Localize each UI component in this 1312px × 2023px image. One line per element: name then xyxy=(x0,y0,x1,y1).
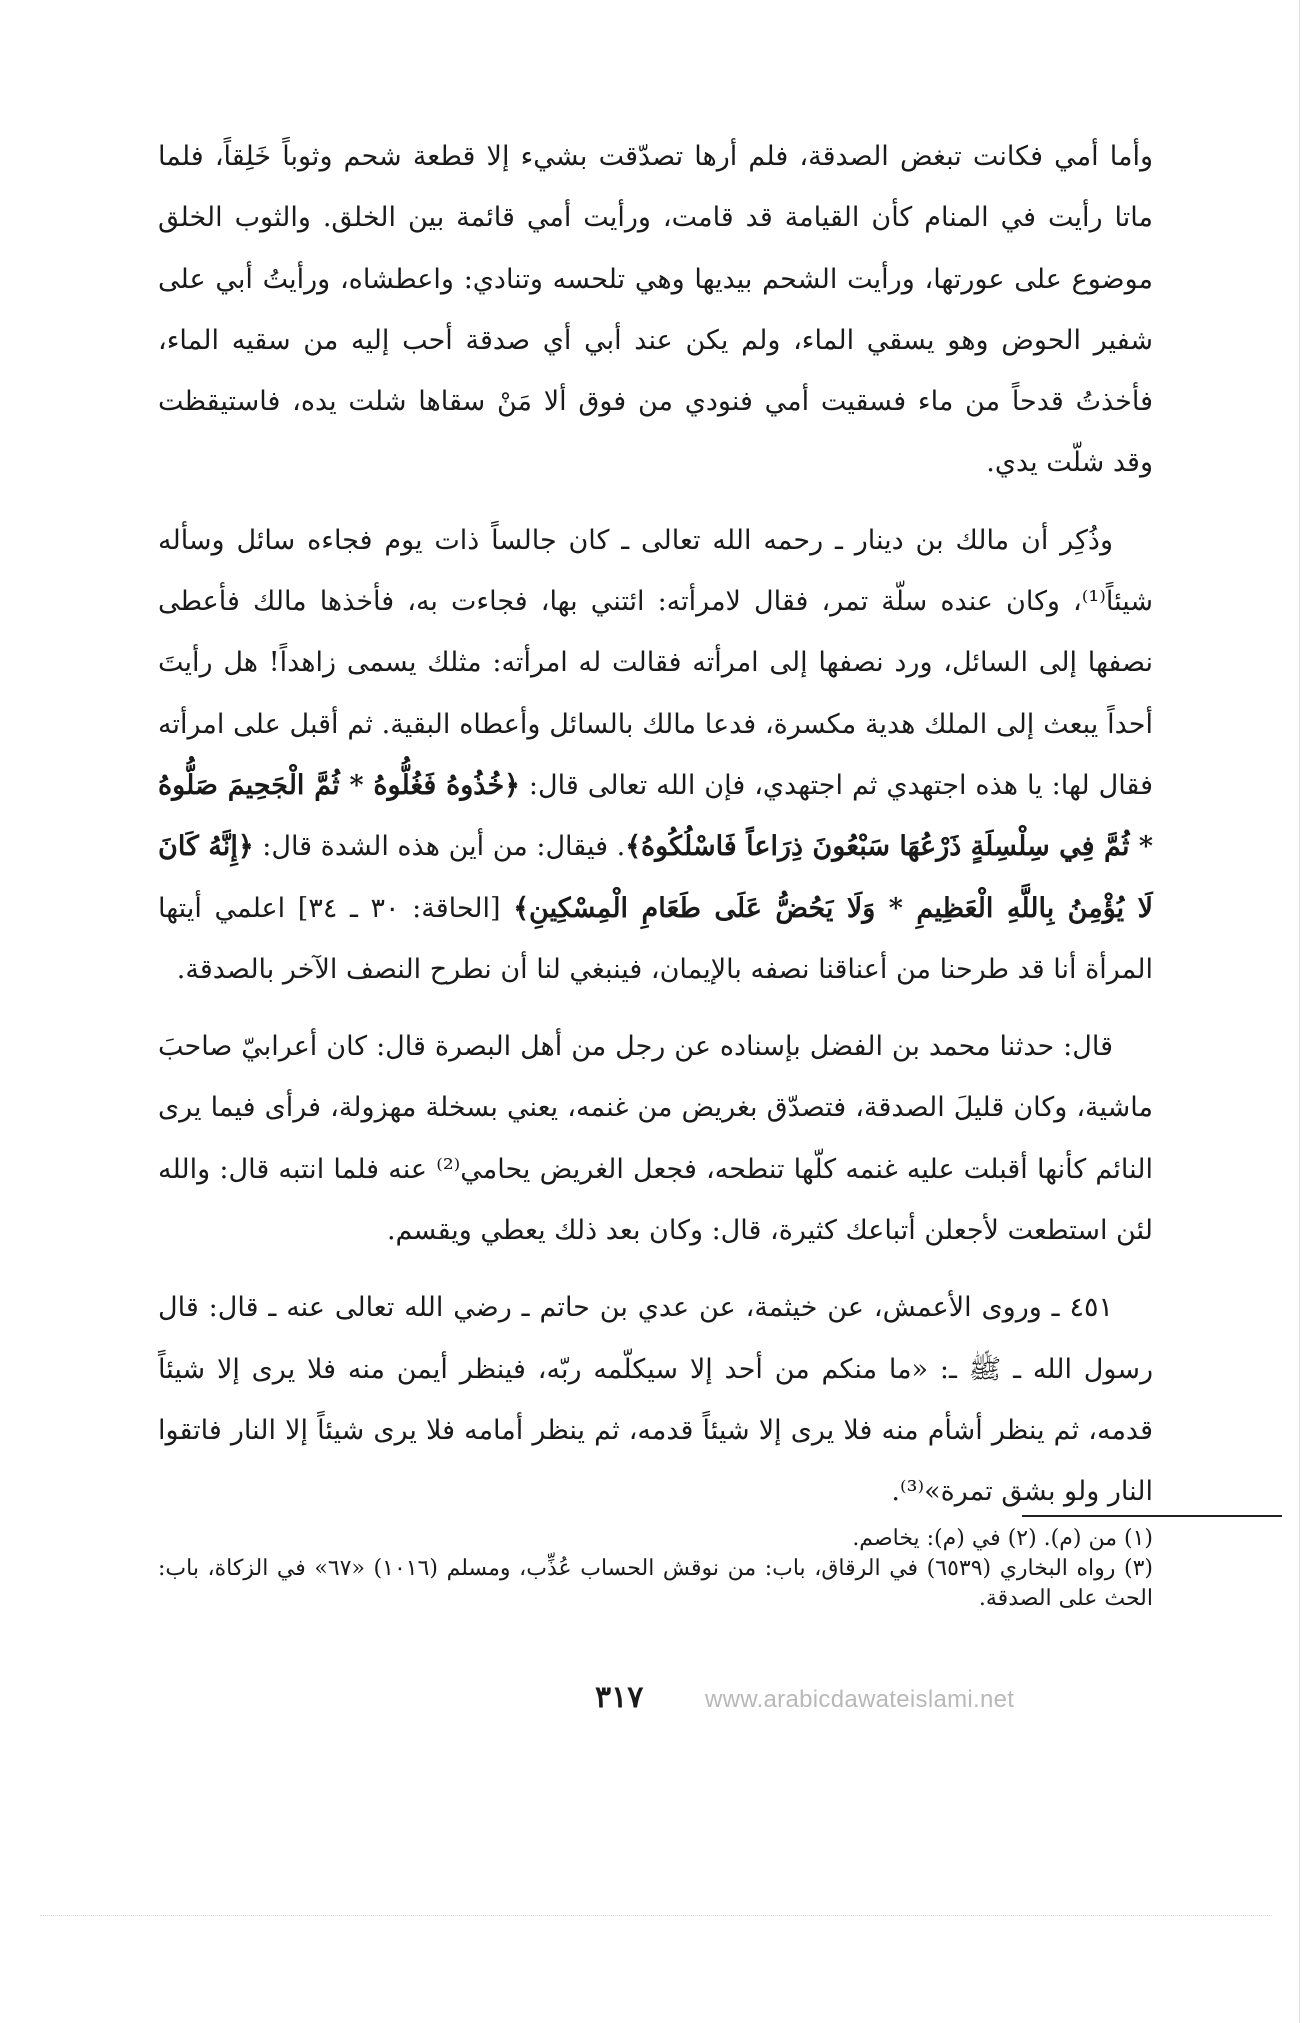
paragraph-2-text-middle: . فيقال: من أين هذه الشدة قال: xyxy=(253,831,626,863)
footnote-list xyxy=(158,1524,1153,1614)
quran-verse-2: ﴿إِنَّهُ كَانَ لَا يُؤْمِنُ بِاللَّهِ الْعَظِيمِ * وَلَا يَحُضُّ عَلَى طَعَامِ الْمِسْكِينِ﴾ xyxy=(158,831,1154,924)
footnote-separator xyxy=(1022,1515,1282,1517)
page-number: ٣١٧ xyxy=(595,1680,644,1715)
page-footer xyxy=(0,1680,1312,1720)
quran-verse-1: ﴿خُذُوهُ فَغُلُّوهُ * ثُمَّ الْجَحِيمَ صَلُّوهُ * ثُمَّ فِي سِلْسِلَةٍ ذَرْعُهَا سَبْعُونَ ذِرَاعاً فَاسْلُكُوهُ﴾ xyxy=(158,769,1154,863)
paragraph-4-hadith-451: ٤٥١ ـ وروى الأعمش، عن خيثمة، عن عدي بن حاتم ـ رضي الله تعالى عنه ـ قال: قال رسول الله ـ ﷺ ـ: «ما منكم من أحد إلا سيكلّمه ربّه، فينظر أيمن منه فلا يرى إلا شيئاً قدمه، ثم ينظر أشأم منه فلا يرى إلا شيئاً قدمه، ثم ينظر أمامه فلا يرى شيئاً إلا النار فاتقوا النار ولو بشق تمرة»⁽³⁾. xyxy=(158,1292,1153,1508)
footnotes xyxy=(158,1524,1153,1614)
paragraph-1: وأما أمي فكانت تبغض الصدقة، فلم أرها تصدّقت بشيء إلا قطعة شحم وثوباً خَلِقاً، فلما ماتا رأيت في المنام كأن القيامة قد قامت، ورأيت أمي قائمة بين الخلق. والثوب الخلق موضوع على عورتها، ورأيت الشحم بيديها وهي تلحسه وتنادي: واعطشاه، ورأيتُ أبي على شفير الحوض وهو يسقي الماء، ولم يكن عند أبي أي صدقة أحب إليه من سقيه الماء، فأخذتُ قدحاً من ماء فسقيت أمي فنودي من فوق ألا مَنْ سقاها شلت يده، فاستيقظت وقد شلّت يدي. xyxy=(158,141,1153,479)
scan-artifact-dots xyxy=(40,1915,1272,1916)
website-watermark: www.arabicdawateislami.net xyxy=(705,1686,1015,1713)
paragraph-2-text-end: [الحاقة: ٣٠ ـ ٣٤] اعلمي أيتها المرأة أنا قد طرحنا من أعناقنا نصفه بالإيمان، فينبغي لنا أن نطرح النصف الآخر بالصدقة. xyxy=(158,892,1153,985)
paragraph-2-text-start: وذُكِر أن مالك بن دينار ـ رحمه الله تعالى ـ كان جالساً ذات يوم فجاءه سائل وسأله شيئاً⁽¹⁾، وكان عنده سلّة تمر، فقال لامرأته: ائتني بها، فجاءت به، فأخذها مالك فأعطى نصفها إلى السائل، ورد نصفها إلى امرأته فقالت له امرأته: مثلك يسمى زاهداً! هل رأيتَ أحداً يبعث إلى الملك هدية مكسرة، فدعا مالك بالسائل وأعطاه البقية. ثم أقبل على امرأته فقال لها: يا هذه اجتهدي ثم اجتهدي، فإن الله تعالى قال: xyxy=(158,524,1153,801)
paragraph-3: قال: حدثنا محمد بن الفضل بإسناده عن رجل من أهل البصرة قال: كان أعرابيّ صاحبَ ماشية، وكان قليلَ الصدقة، فتصدّق بغريض من غنمه، يعني بسخلة مهزولة، فرأى فيما يرى النائم كأنها أقبلت عليه غنمه كلّها تنطحه، فجعل الغريض يحامي⁽²⁾ عنه فلما انتبه قال: والله لئن استطعت لأجعلن أتباعك كثيرة، قال: وكان بعد ذلك يعطي ويقسم. xyxy=(158,1031,1153,1247)
main-text xyxy=(158,126,1153,1539)
footnote-1-2: (١) من (م). (٢) في (م): يخاصم. xyxy=(852,1526,1153,1551)
footnote-3: (٣) رواه البخاري (٦٥٣٩) في الرقاق، باب: من نوقش الحساب عُذِّب، ومسلم (١٠١٦) «٦٧» في الزكاة، باب: الحث على الصدقة. xyxy=(158,1556,1154,1611)
paragraph-2 xyxy=(158,510,1153,1000)
